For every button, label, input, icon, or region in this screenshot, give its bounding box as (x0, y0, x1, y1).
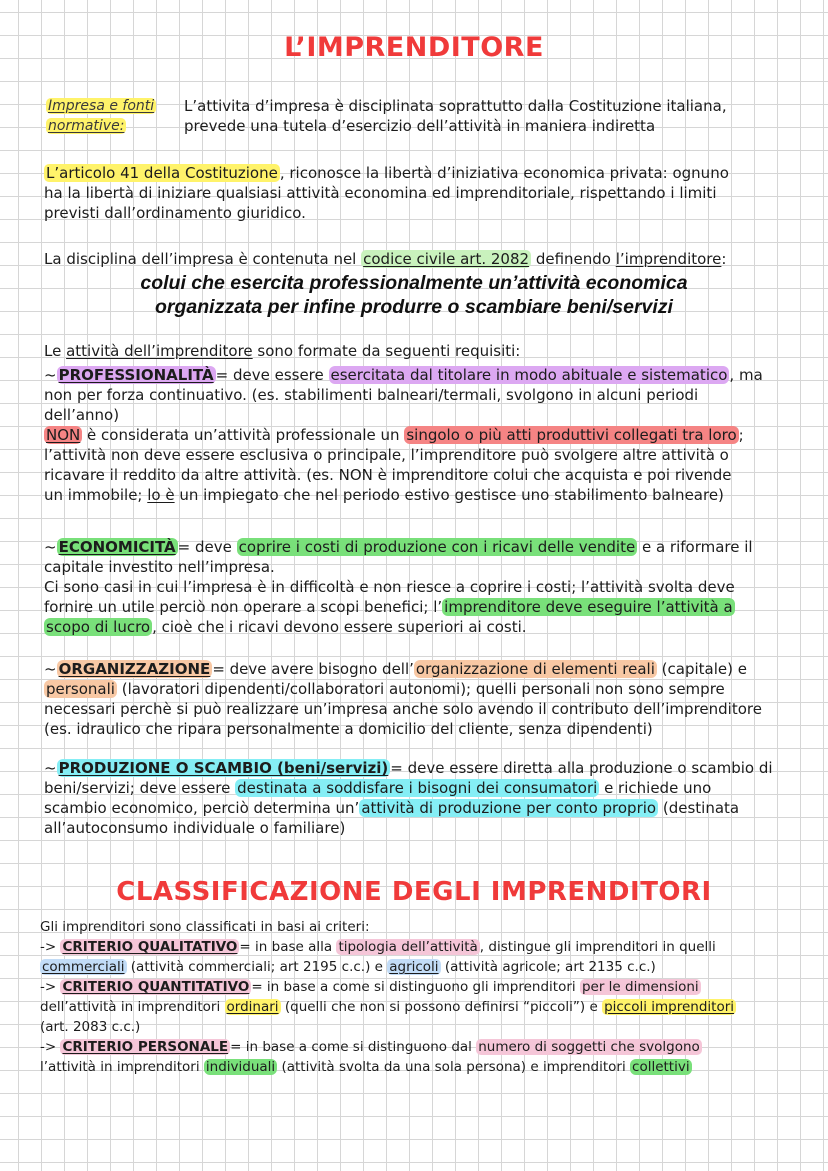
organizzazione-section (44, 659, 762, 739)
prod-line-3a: scambio economico, perciò determina un’ (44, 799, 360, 817)
bisogni-highlight: destinata a soddisfare i bisogni dei consumatori (237, 779, 598, 797)
economicita-heading: ECONOMICITÀ (58, 538, 176, 556)
qualitativo-heading: CRITERIO QUALITATIVO (62, 939, 238, 955)
requisiti-text-a: Le (44, 342, 67, 360)
arrow-marker: -> (40, 1039, 57, 1055)
professionalita-section (44, 365, 763, 505)
numero-soggetti-highlight: numero di soggetti che svolgono (478, 1039, 700, 1055)
disciplina-text-b: definendo (531, 250, 616, 268)
requisiti-underline: attività dell’imprenditore (66, 342, 253, 360)
definition-line-1: colui che esercita professionalmente un’attività economica (140, 272, 688, 294)
lo-e-underline: lo è (147, 486, 175, 504)
codice-civile-highlight: codice civile art. 2082 (363, 250, 530, 268)
prof-line-4a: è considerata un’attività professionale un (82, 426, 405, 444)
arrow-marker: -> (40, 979, 57, 995)
tilde-marker: ~ (44, 660, 57, 678)
imprenditore-underline: l’imprenditore (615, 250, 722, 268)
org-line-2b: (lavoratori dipendenti/collaboratori autonomi); quelli personali non sono sempre (116, 680, 725, 698)
prof-text-a: = deve essere (215, 366, 329, 384)
quantitativo-heading: CRITERIO QUANTITATIVO (62, 979, 250, 995)
disciplina-text-c: : (721, 250, 727, 268)
econ-line-4a: fornire un utile perciò non operare a scopi benefici; l’ (44, 598, 443, 616)
org-text-a: = deve avere bisogno dell’ (212, 660, 414, 678)
econ-highlight: coprire i costi di produzione con i ricavi delle vendite (238, 538, 636, 556)
qual-line-2b: (attività agricole; art 2135 c.c.) (440, 959, 656, 975)
quant-line-3: (art. 2083 c.c.) (40, 1019, 141, 1035)
tilde-marker: ~ (44, 538, 57, 556)
prof-line-2: non per forza continuativo. (es. stabilimenti balneari/termali, svolgono in alcuni periodi (44, 386, 699, 404)
prod-line-2a: beni/servizi; deve essere (44, 779, 236, 797)
tipologia-highlight: tipologia dell’attività (338, 939, 478, 955)
pers-line-2b: (attività svolta da una sola persona) e imprenditori (277, 1059, 631, 1075)
prof-line-6: ricavare il reddito da altre attività. (es. NON è imprenditore colui che acquista e poi rivende (44, 466, 732, 484)
page-title: L’IMPRENDITORE (284, 32, 544, 63)
arrow-marker: -> (40, 939, 57, 955)
prof-line-7b: un impiegato che nel periodo estivo gestisce uno stabilimento balneare) (174, 486, 724, 504)
econ-line-3: Ci sono casi in cui l’impresa è in difficoltà e non riesce a coprire i costi; l’attività svolta deve (44, 578, 735, 596)
prod-line-4: all’autoconsumo individuale o familiare) (44, 819, 346, 837)
econ-text-a: = deve (177, 538, 237, 556)
requisiti-line (44, 341, 520, 361)
piccoli-highlight: piccoli imprenditori (604, 999, 735, 1015)
side-label-line2: normative: (48, 118, 125, 134)
prod-line-3b: (destinata (658, 799, 740, 817)
disciplina-text-a: La disciplina dell’impresa è contenuta nel (44, 250, 362, 268)
lucro-highlight-1: imprenditore deve eseguire l’attività a (444, 598, 733, 616)
org-text-b: (capitale) e (656, 660, 747, 678)
ordinari-highlight: ordinari (226, 999, 279, 1015)
quant-line-2b: (quelli che non si possono definirsi “piccoli”) e (280, 999, 603, 1015)
qual-text-a: = in base alla (239, 939, 337, 955)
econ-text-b: e a riformare il (637, 538, 753, 556)
econ-line-2: capitale investito nell’impresa. (44, 558, 275, 576)
org-line-3: necessari perchè si può realizzare un’impresa anche solo avendo il contributo dell’imprenditore (44, 700, 762, 718)
tilde-marker: ~ (44, 759, 57, 777)
organizzazione-heading: ORGANIZZAZIONE (58, 660, 211, 678)
personale-heading: CRITERIO PERSONALE (62, 1039, 229, 1055)
classification-title: CLASSIFICAZIONE DEGLI IMPRENDITORI (116, 877, 712, 907)
qual-text-b: , distingue gli imprenditori in quelli (479, 939, 716, 955)
quant-line-2a: dell’attività in imprenditori (40, 999, 225, 1015)
side-label-line1: Impresa e fonti (48, 98, 155, 114)
class-intro: Gli imprenditori sono classificati in basi ai criteri: (40, 919, 370, 935)
produzione-heading: PRODUZIONE O SCAMBIO (beni/servizi) (58, 759, 389, 777)
collettivi-highlight: collettivi (632, 1059, 690, 1075)
tilde-marker: ~ (44, 366, 57, 384)
pers-text-a: = in base a come si distinguono dal (230, 1039, 477, 1055)
classification-section (40, 917, 736, 1077)
definition-quote (0, 271, 828, 319)
personali-highlight: personali (46, 680, 115, 698)
conto-proprio-highlight: attività di produzione per conto proprio (361, 799, 657, 817)
atti-produttivi-highlight: singolo o più atti produttivi collegati tra loro (406, 426, 737, 444)
side-label (46, 96, 156, 136)
prof-line-5: l’attività non deve essere esclusiva o principale, l’imprenditore può svolgere altre attività o (44, 446, 729, 464)
art41-highlight: L’articolo 41 della Costituzione (46, 164, 278, 182)
pers-line-2a: l’attività in imprenditori (40, 1059, 204, 1075)
prof-highlight: esercitata dal titolare in modo abituale e sistematico (330, 366, 728, 384)
professionalita-heading: PROFESSIONALITÀ (58, 366, 214, 384)
art41-line-3: previsti dall’ordinamento giuridico. (44, 204, 306, 222)
economicita-section (44, 537, 753, 637)
produzione-section (44, 758, 773, 838)
art41-line-2: ha la libertà di iniziare qualsiasi attività economina ed imprenditoriale, rispettando i limiti (44, 184, 717, 202)
org-line-4: (es. idraulico che ripara personalmente a domicilio del cliente, senza dipendenti) (44, 720, 653, 738)
intro-line-1: L’attivita d’impresa è disciplinata soprattutto dalla Costituzione italiana, (184, 97, 727, 115)
prod-text-a: = deve essere diretta alla produzione o scambio di (390, 759, 773, 777)
art41-paragraph (44, 163, 729, 223)
org-highlight: organizzazione di elementi reali (415, 660, 655, 678)
prof-line-7a: un immobile; (44, 486, 148, 504)
prof-line-4b: ; (738, 426, 744, 444)
intro-text (184, 96, 727, 136)
qual-line-2a: (attività commerciali; art 2195 c.c.) e (126, 959, 388, 975)
requisiti-text-b: sono formate da seguenti requisiti: (252, 342, 521, 360)
prod-line-2b: e richiede uno (599, 779, 712, 797)
econ-line-5b: , cioè che i ricavi devono essere superiori ai costi. (152, 618, 527, 636)
disciplina-line (44, 249, 726, 269)
non-highlight: NON (46, 426, 81, 444)
quant-text-a: = in base a come si distinguono gli imprenditori (251, 979, 580, 995)
lucro-highlight-2: scopo di lucro (46, 618, 151, 636)
definition-line-2: organizzata per infine produrre o scambiare beni/servizi (155, 296, 673, 318)
dimensioni-highlight: per le dimensioni (581, 979, 699, 995)
intro-line-2: prevede una tutela d’esercizio dell’attività in maniera indiretta (184, 117, 656, 135)
individuali-highlight: individuali (205, 1059, 276, 1075)
prof-line-3: dell’anno) (44, 406, 120, 424)
art41-line-1: , riconosce la libertà d’iniziativa economica privata: ognuno (279, 164, 729, 182)
commerciali-highlight: commerciali (42, 959, 125, 975)
agricoli-highlight: agricoli (389, 959, 439, 975)
prof-text-b: , ma (729, 366, 763, 384)
